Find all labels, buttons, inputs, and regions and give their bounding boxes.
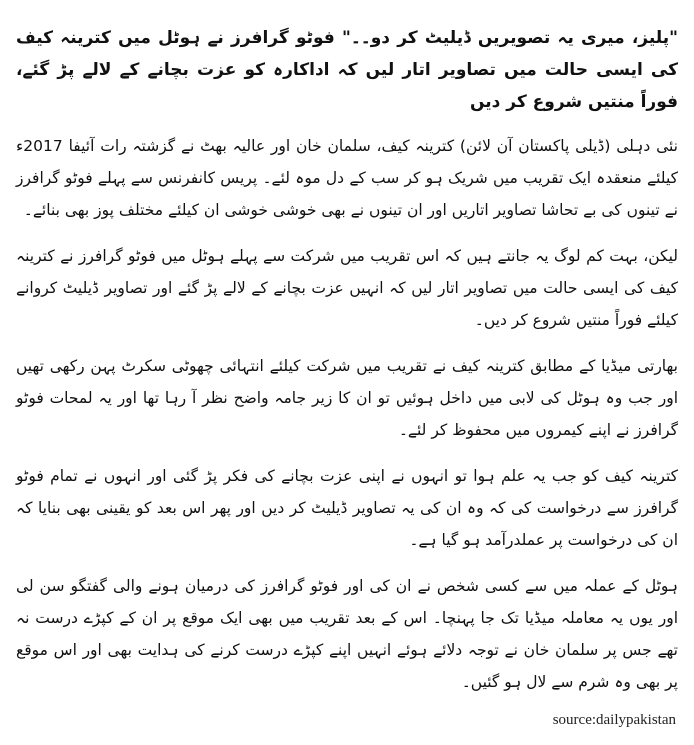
article-paragraph: کترینہ کیف کو جب یہ علم ہوا تو انہوں نے اپنی عزت بچانے کی فکر پڑ گئی اور انہوں نے تمام فوٹو گرافرز سے درخواست کی کہ وہ ان کی یہ تصاویر ڈیلیٹ کر دیں اور پھر اس بعد کو یقینی بھی بنایا کہ ان کی درخواست پر عملدرآمد ہو گیا ہے۔ xyxy=(16,467,678,549)
article-paragraph: نئی دہلی (ڈیلی پاکستان آن لائن) کترینہ کیف، سلمان خان اور عالیہ بھٹ نے گزشتہ رات آئیفا 2017ء کیلئے منعقدہ ایک تقریب میں شریک ہو کر سب کے دل موہ لئے۔ پریس کانفرنس سے پہلے فوٹو گرافرز نے تینوں کی بے تحاشا تصاویر اتاریں اور ان تینوں نے بھی خوشی خوشی ان کیلئے مختلف پوز بھی بنائے۔ xyxy=(16,137,678,219)
article-headline: "پلیز، میری یہ تصویریں ڈیلیٹ کر دو۔۔" فوٹو گرافرز نے ہوٹل میں کترینہ کیف کی ایسی حالت میں تصاویر اتار لیں کہ اداکارہ کو عزت بچانے کے لالے پڑ گئے، فوراً منتیں شروع کر دیں xyxy=(16,28,678,112)
source-credit: source:dailypakistan xyxy=(552,712,676,728)
article-paragraph: لیکن، بہت کم لوگ یہ جانتے ہیں کہ اس تقریب میں شرکت سے پہلے ہوٹل میں فوٹو گرافرز نے کترینہ کیف کی ایسی حالت میں تصاویر اتار لیں کہ انہیں عزت بچانے کے لالے پڑ گئے اور تصاویر ڈیلیٹ کروانے کیلئے فوراً منتیں شروع کر دیں۔ xyxy=(16,247,678,329)
article-paragraph: بھارتی میڈیا کے مطابق کترینہ کیف نے تقریب میں شرکت کیلئے انتہائی چھوٹی سکرٹ پہن رکھی تھیں اور جب وہ ہوٹل کی لابی میں داخل ہوئیں تو ان کا زیر جامہ واضح نظر آ رہا تھا اور یہ لمحات فوٹو گرافرز نے اپنے کیمروں میں محفوظ کر لئے۔ xyxy=(16,357,678,439)
article-paragraph: ہوٹل کے عملہ میں سے کسی شخص نے ان کی اور فوٹو گرافرز کی درمیان ہونے والی گفتگو سن لی اور یوں یہ معاملہ میڈیا تک جا پہنچا۔ اس کے بعد تقریب میں بھی ایک موقع پر ان کے کپڑے درست نہ تھے جس پر سلمان خان نے توجہ دلائے ہوئے انہیں اپنے کپڑے درست کرنے کی ہدایت بھی اور اس موقع پر بھی وہ شرم سے لال ہو گئیں۔ xyxy=(16,577,678,691)
